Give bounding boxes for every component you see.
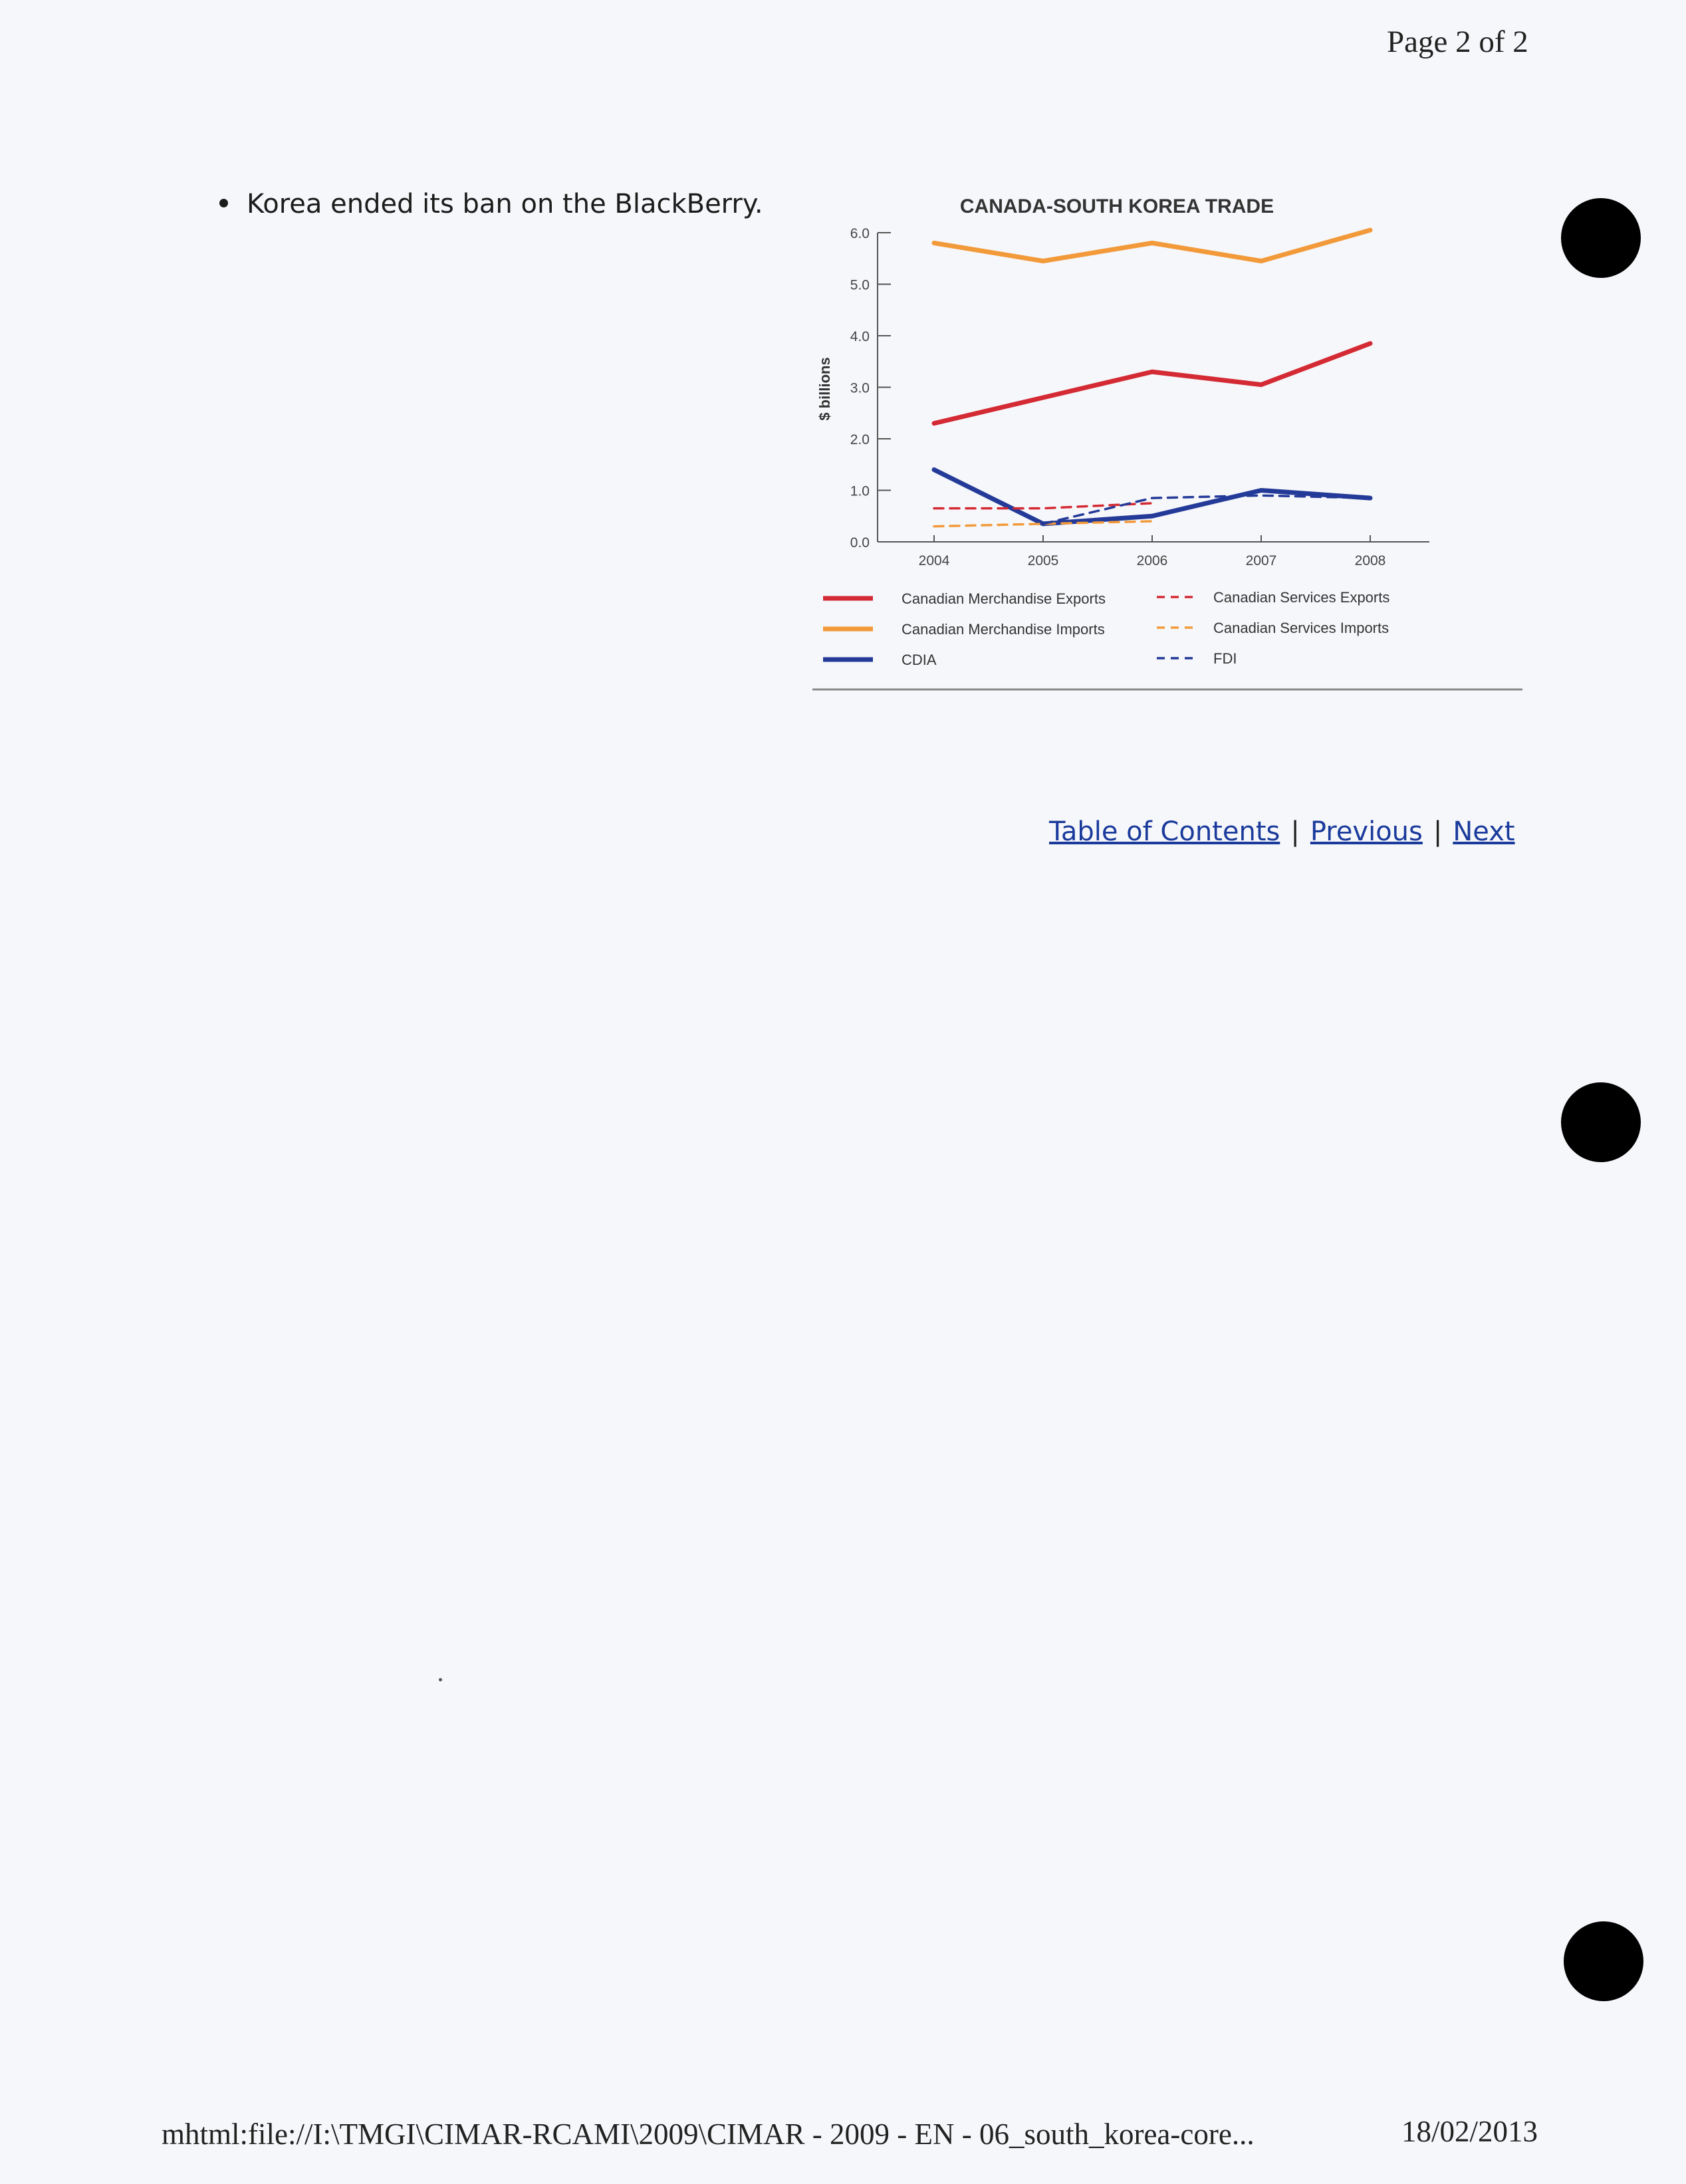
x-tick-label: 2005 [1027,553,1059,568]
punch-hole-bottom [1564,1921,1643,2001]
bullet-icon [219,199,228,207]
y-tick-label: 4.0 [850,329,870,344]
series-line [934,230,1370,261]
trade-chart [804,180,1529,698]
bullet-text: Korea ended its ban on the BlackBerry. [247,189,763,219]
x-tick-label: 2004 [918,553,950,568]
next-link[interactable]: Next [1453,816,1515,847]
page-navigation [1049,816,1515,847]
legend-label: FDI [1213,650,1237,667]
x-tick-label: 2007 [1245,553,1277,568]
legend-label: Canadian Services Imports [1213,620,1389,636]
scan-speck [439,1678,442,1681]
series-line [934,503,1152,509]
legend-label: Canadian Merchandise Exports [902,590,1106,607]
nav-separator: | [1433,816,1443,847]
y-tick-label: 2.0 [850,432,870,447]
y-tick-label: 5.0 [850,277,870,293]
y-axis-label: $ billions [816,357,833,421]
y-tick-label: 1.0 [850,483,870,499]
punch-hole-top [1561,198,1641,278]
chart-title: CANADA-SOUTH KOREA TRADE [959,195,1274,217]
bullet-item [219,189,763,219]
previous-link[interactable]: Previous [1310,816,1423,847]
legend-label: CDIA [902,652,937,668]
table-of-contents-link[interactable]: Table of Contents [1049,816,1280,847]
punch-hole-middle [1561,1082,1641,1162]
series-line [934,344,1370,424]
footer-url: mhtml:file://I:\TMGI\CIMAR-RCAMI\2009\CIMAR - 2009 - EN - 06_south_korea-core... [162,2118,1255,2151]
y-tick-label: 0.0 [850,535,870,550]
y-tick-label: 6.0 [850,226,870,241]
legend-label: Canadian Merchandise Imports [902,621,1105,638]
page-number: Page 2 of 2 [1387,25,1528,59]
footer-date: 18/02/2013 [1401,2115,1538,2148]
y-tick-label: 3.0 [850,380,870,396]
nav-separator: | [1290,816,1300,847]
legend-label: Canadian Services Exports [1213,589,1390,606]
x-tick-label: 2006 [1136,553,1168,568]
x-tick-label: 2008 [1354,553,1386,568]
